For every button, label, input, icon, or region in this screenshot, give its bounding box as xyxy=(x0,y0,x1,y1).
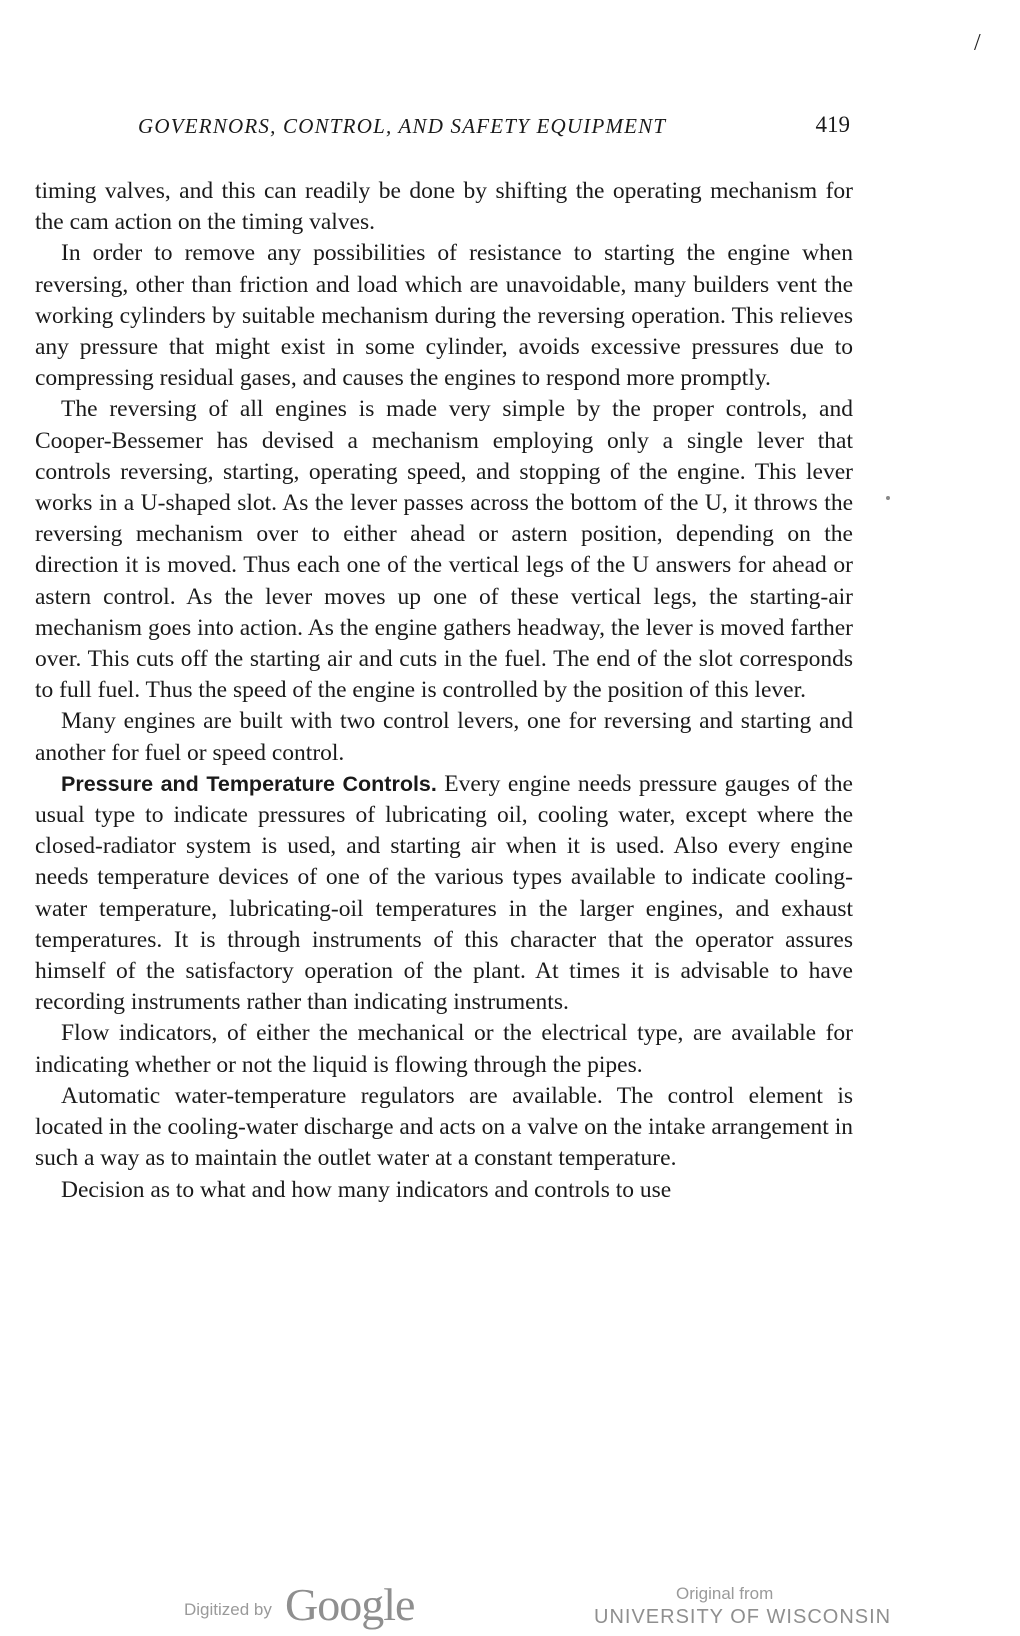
digitized-by-label: Digitized by xyxy=(184,1600,272,1619)
paragraph-text: Flow indicators, of either the mechanical or the electrical type, are available for indicating whether or not the liquid is flowing through the pipes. xyxy=(35,1020,853,1078)
paragraph xyxy=(35,1175,853,1206)
page-number: 419 xyxy=(815,112,850,137)
paragraph-text: The reversing of all engines is made very simple by the proper controls, and Cooper-Bessemer has devised a mechanism employing only a single lever that controls reversing, starting, operating speed, and stopping of the engine. This lever works in a U-shaped slot. As the lever passes across the bottom of the U, it throws the reversing mechanism over to either ahead or astern position, depending on the direction it is moved. Thus each one of the vertical legs of the U answers for ahead or astern control. As the lever moves up one of these vertical legs, the starting-air mechanism goes into action. As the engine gathers headway, the lever is moved farther over. This cuts off the starting air and cuts in the fuel. The end of the slot corresponds to full fuel. Thus the speed of the engine is controlled by the position of this lever. xyxy=(35,396,853,704)
paragraph xyxy=(35,394,853,706)
paragraph xyxy=(35,176,853,238)
university-label: UNIVERSITY OF WISCONSIN xyxy=(594,1606,892,1628)
digitization-footer xyxy=(0,1578,1020,1636)
running-head: GOVERNORS, CONTROL, AND SAFETY EQUIPMENT xyxy=(138,114,667,138)
paragraph xyxy=(35,706,853,768)
google-logo: Google xyxy=(285,1579,415,1630)
paragraph-text: Automatic water-temperature regulators are available. The control element is located in the cooling-water discharge and acts on a valve on the intake arrangement in such a way as to maintain the outlet water at a constant temperature. xyxy=(35,1082,853,1172)
page-header xyxy=(138,114,850,148)
paragraph xyxy=(35,1081,853,1175)
paragraph-text: Every engine needs pressure gauges of the usual type to indicate pressures of lubricating oil, cooling water, except where the closed-radiator system is used, and starting air when it is used. Also every engine needs temperature devices of one of the various types available to indicate cooling-water temperature, lubricating-oil temperatures in the larger engines, and exhaust temperatures. It is through instruments of this character that the operator assures himself of the satisfactory operation of the plant. At times it is advisable to have recording instruments rather than indicating instruments. xyxy=(35,770,853,1016)
paragraph-text: Many engines are built with two control levers, one for reversing and starting and another for fuel or speed control. xyxy=(35,708,853,766)
paragraph-text: timing valves, and this can readily be done by shifting the operating mechanism for the cam action on the timing valves. xyxy=(35,178,853,236)
paragraph xyxy=(35,1018,853,1080)
body-text xyxy=(35,176,853,1206)
paragraph xyxy=(35,238,853,394)
original-from-label: Original from xyxy=(676,1584,774,1603)
paragraph-text: In order to remove any possibilities of resistance to starting the engine when reversing, other than friction and load which are unavoidable, many builders vent the working cylinders by suitable mechanism during the reversing operation. This relieves any pressure that might exist in some cylinder, avoids excessive pressures due to compressing residual gases, and causes the engines to respond more promptly. xyxy=(35,240,853,392)
margin-dot xyxy=(886,496,890,500)
paragraph-text: Decision as to what and how many indicators and controls to use xyxy=(61,1176,672,1203)
section-run-in-heading: Pressure and Temperature Controls. xyxy=(61,771,437,796)
corner-pencil-mark: / xyxy=(974,30,981,56)
paragraph xyxy=(35,769,853,1019)
